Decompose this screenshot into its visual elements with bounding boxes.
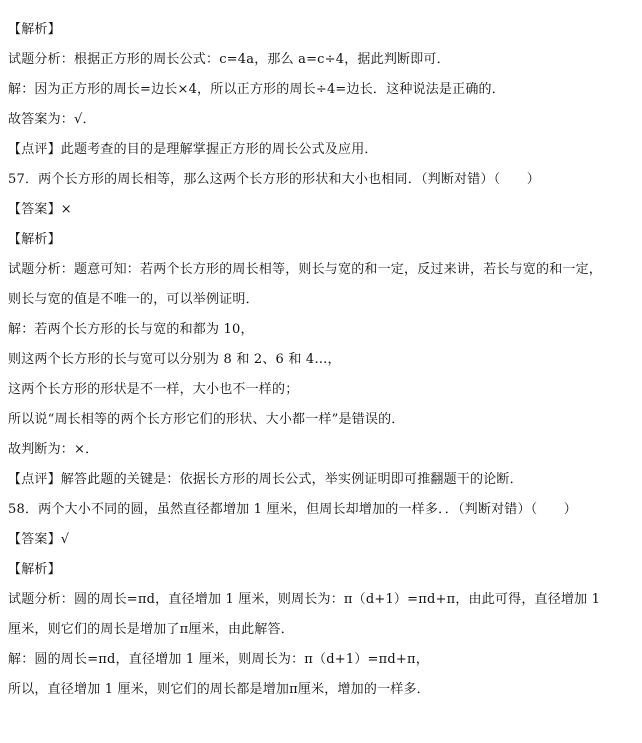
solution-text: 这两个长方形的形状是不一样，大小也不一样的； [8, 382, 299, 397]
solution-text: 所以，直径增加 1 厘米，则它们的周长都是增加π厘米，增加的一样多． [8, 682, 430, 697]
answer-label: 【答案】√ [8, 532, 70, 547]
section-heading-analysis: 【解析】 [8, 232, 61, 247]
section-heading-analysis: 【解析】 [8, 562, 61, 577]
analysis-text: 试题分析：圆的周长=πd，直径增加 1 厘米，则周长为：π（d+1）=πd+π，由此可得，直径增加 1 [8, 592, 601, 607]
solution-text: 解：因为正方形的周长=边长×4，所以正方形的周长÷4=边长．这种说法是正确的． [8, 82, 505, 97]
analysis-text: 试题分析：题意可知：若两个长方形的周长相等，则长与宽的和一定，反过来讲，若长与宽的和一定， [8, 262, 603, 277]
analysis-text: 试题分析：根据正方形的周长公式：c=4a，那么 a=c÷4，据此判断即可． [8, 52, 450, 67]
answer-text: 故答案为：√． [8, 112, 96, 127]
analysis-text-continued: 则长与宽的值是不唯一的，可以举例证明． [8, 292, 259, 307]
section-heading-analysis: 【解析】 [8, 22, 61, 37]
judgement-text: 故判断为：×． [8, 442, 99, 457]
solution-text: 解：圆的周长=πd，直径增加 1 厘米，则周长为：π（d+1）=πd+π， [8, 652, 429, 667]
question-58: 58．两个大小不同的圆，虽然直径都增加 1 厘米，但周长却增加的一样多．．（判断对错）（ ） [8, 502, 577, 517]
comment-text: 【点评】此题考查的目的是理解掌握正方形的周长公式及应用． [8, 142, 378, 157]
solution-text: 则这两个长方形的长与宽可以分别为 8 和 2、6 和 4…， [8, 352, 341, 367]
answer-label: 【答案】× [8, 202, 72, 217]
solution-text: 解：若两个长方形的长与宽的和都为 10， [8, 322, 254, 337]
comment-text: 【点评】解答此题的关键是：依据长方形的周长公式，举实例证明即可推翻题干的论断． [8, 472, 523, 487]
question-57: 57．两个长方形的周长相等，那么这两个长方形的形状和大小也相同．（判断对错）（ ） [8, 172, 540, 187]
analysis-text-continued: 厘米，则它们的周长是增加了π厘米，由此解答． [8, 622, 294, 637]
solution-text: 所以说“周长相等的两个长方形它们的形状、大小都一样”是错误的． [8, 412, 405, 427]
